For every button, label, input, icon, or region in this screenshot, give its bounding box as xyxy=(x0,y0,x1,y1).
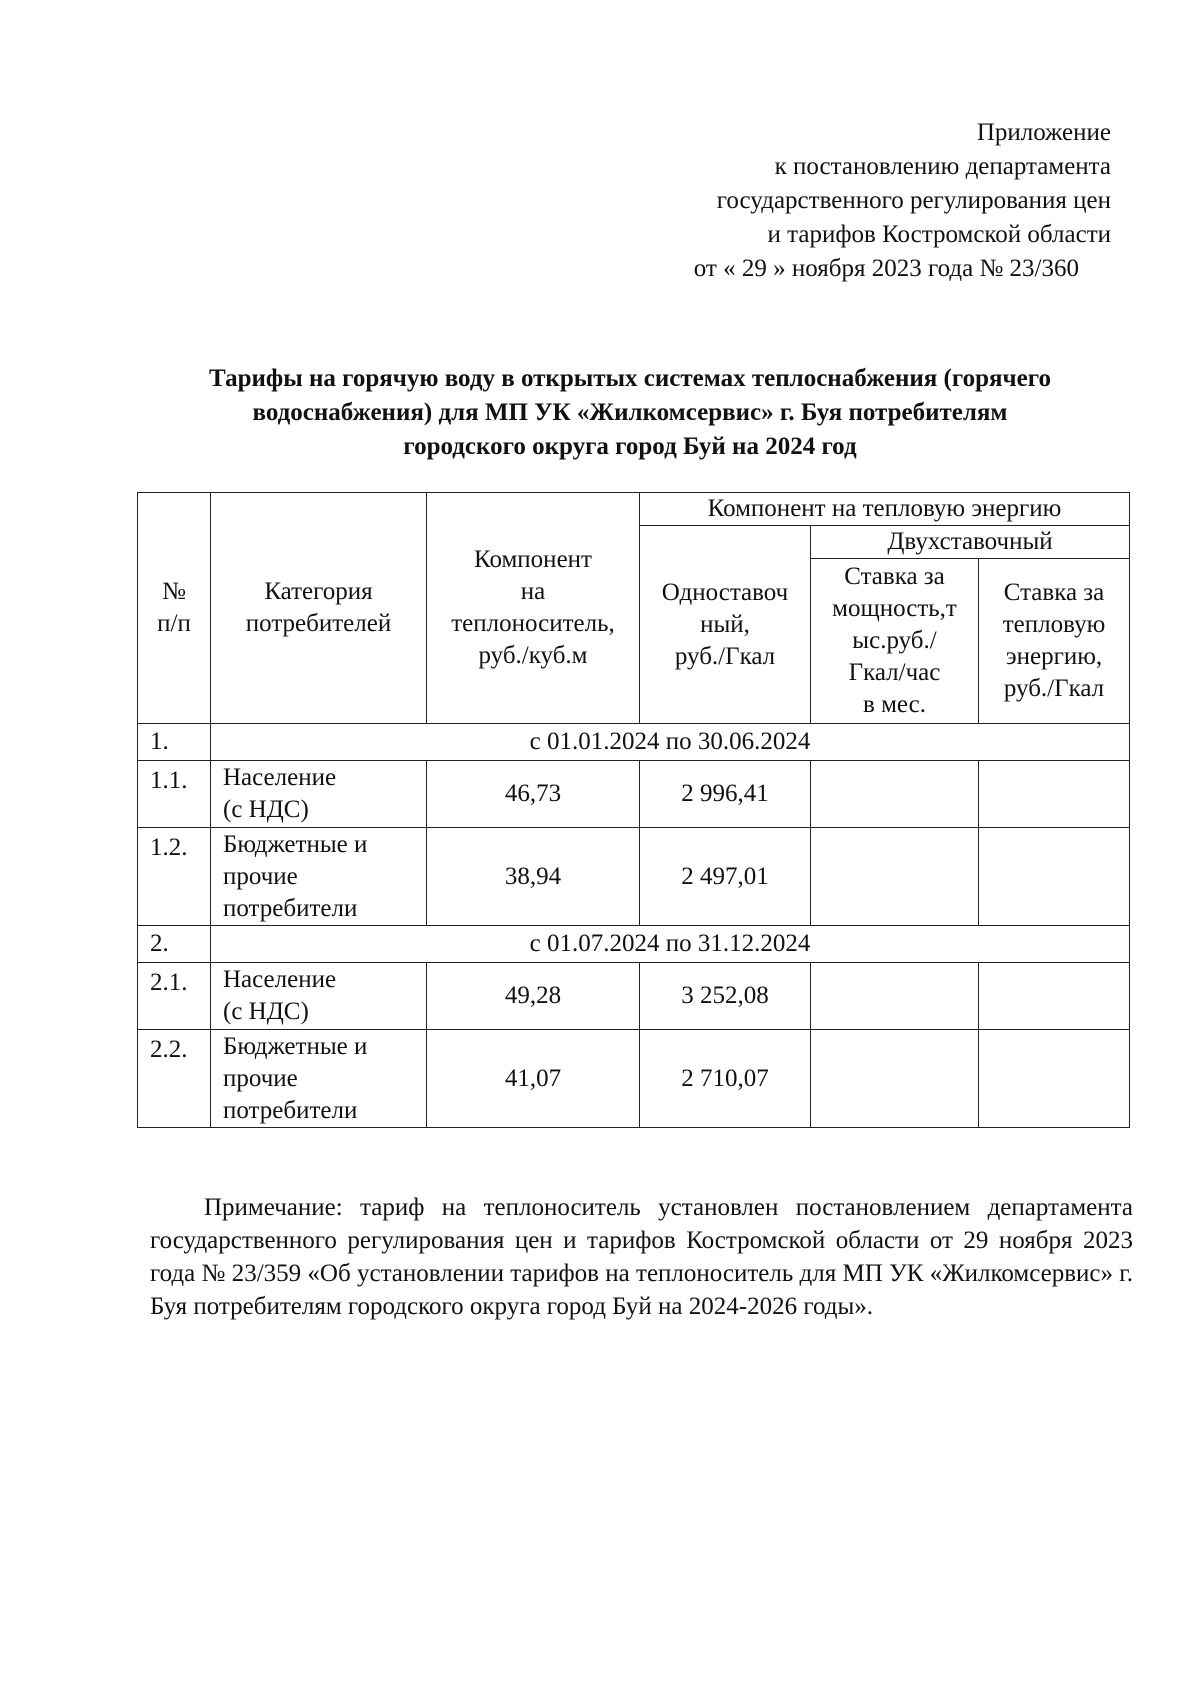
row-carrier-value: 46,73 xyxy=(427,761,640,828)
header-energy-rate: Ставка за тепловую энергию, руб./Гкал xyxy=(979,559,1130,724)
header-num: № п/п xyxy=(138,493,211,724)
row-number: 2.2. xyxy=(138,1030,211,1128)
row-energy-rate-value xyxy=(979,963,1130,1030)
row-category: Бюджетные и прочие потребители xyxy=(211,1030,427,1128)
period-label: с 01.07.2024 по 31.12.2024 xyxy=(211,926,1130,963)
appendix-line: государственного регулирования цен xyxy=(716,187,1111,214)
title-line: городского округа город Буй на 2024 год xyxy=(403,433,857,460)
row-single-rate-value: 2 497,01 xyxy=(640,828,811,926)
row-number: 1.1. xyxy=(138,761,211,828)
period-label: с 01.01.2024 по 30.06.2024 xyxy=(211,724,1130,761)
row-capacity-rate-value xyxy=(811,963,979,1030)
tariffs-table xyxy=(137,492,1130,1128)
appendix-line: к постановлению департамента xyxy=(774,153,1111,180)
row-category: Население (с НДС) xyxy=(211,761,427,828)
row-category: Население (с НДС) xyxy=(211,963,427,1030)
row-number: 1.2. xyxy=(138,828,211,926)
period-row xyxy=(138,724,1130,761)
period-number: 1. xyxy=(138,724,211,761)
row-category: Бюджетные и прочие потребители xyxy=(211,828,427,926)
appendix-line: и тарифов Костромской области xyxy=(767,221,1111,248)
header-carrier-component: Компонент на теплоноситель, руб./куб.м xyxy=(427,493,640,724)
row-capacity-rate-value xyxy=(811,1030,979,1128)
note-paragraph: Примечание: тариф на теплоноситель установлен постановлением департамента государственного регулирования цен и тарифов Костромской области от 29 ноября 2023 года № 23/359 «Об установлении тарифов на теплоноситель для МП УК «Жилкомсервис» г. Буя потребителям городского округа город Буй на 2024-2026 годы». xyxy=(150,1194,1133,1320)
header-capacity-rate: Ставка за мощность,т ыс.руб./ Гкал/час в мес. xyxy=(811,559,979,724)
title-line: водоснабжения) для МП УК «Жилкомсервис» г. Буя потребителям xyxy=(252,399,1008,426)
row-single-rate-value: 2 996,41 xyxy=(640,761,811,828)
table-row xyxy=(138,1030,1130,1128)
row-carrier-value: 49,28 xyxy=(427,963,640,1030)
header-thermal-component: Компонент на тепловую энергию xyxy=(640,493,1130,526)
row-energy-rate-value xyxy=(979,828,1130,926)
row-energy-rate-value xyxy=(979,761,1130,828)
row-single-rate-value: 3 252,08 xyxy=(640,963,811,1030)
appendix-date-line: от « 29 » ноября 2023 года № 23/360 xyxy=(693,255,1079,282)
row-carrier-value: 41,07 xyxy=(427,1030,640,1128)
appendix-line: Приложение xyxy=(976,119,1111,146)
table-row xyxy=(138,963,1130,1030)
row-number: 2.1. xyxy=(138,963,211,1030)
period-row xyxy=(138,926,1130,963)
period-number: 2. xyxy=(138,926,211,963)
table-row xyxy=(138,828,1130,926)
row-single-rate-value: 2 710,07 xyxy=(640,1030,811,1128)
table-row xyxy=(138,761,1130,828)
header-single-rate: Одноставоч ный, руб./Гкал xyxy=(640,526,811,724)
header-two-rate: Двухставочный xyxy=(811,526,1130,559)
row-energy-rate-value xyxy=(979,1030,1130,1128)
header-category: Категория потребителей xyxy=(211,493,427,724)
document-title xyxy=(140,362,1120,464)
row-carrier-value: 38,94 xyxy=(427,828,640,926)
row-capacity-rate-value xyxy=(811,761,979,828)
appendix-block xyxy=(694,116,1111,286)
title-line: Тарифы на горячую воду в открытых системах теплоснабжения (горячего xyxy=(209,365,1051,392)
row-capacity-rate-value xyxy=(811,828,979,926)
